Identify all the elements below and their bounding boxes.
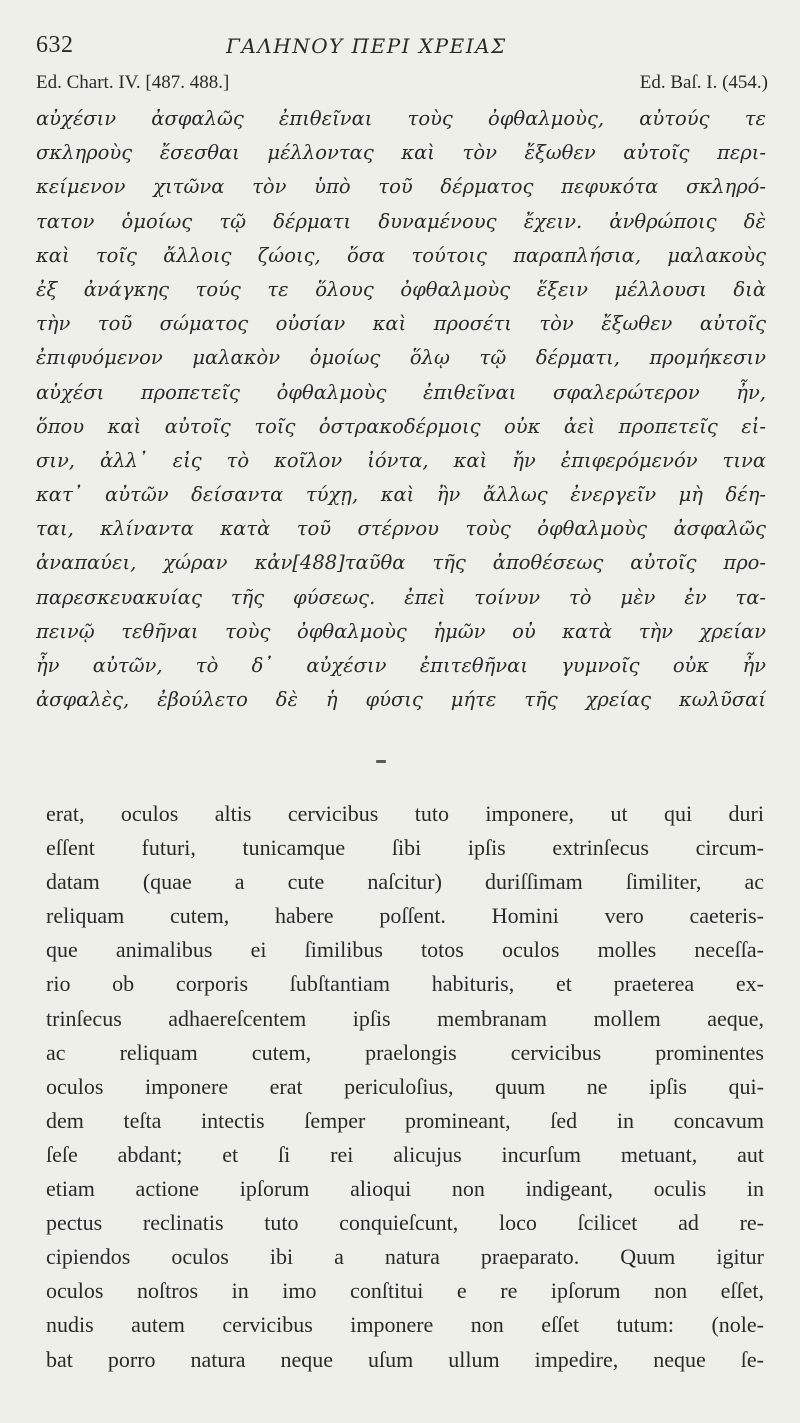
greek-line: ἐπιφυόμενον μαλακὸν ὁμοίως ὅλῳ τῷ δέρματι, προμήκεσιν bbox=[36, 346, 766, 370]
latin-line: que animalibus ei ſimilibus totos oculos molles neceſſa- bbox=[46, 937, 764, 963]
greek-line: ται, κλίναντα κατὰ τοῦ στέρνου τοὺς ὀφθαλμοὺς ἀσφαλῶς bbox=[36, 517, 766, 541]
latin-line: rio ob corporis ſubſtantiam habituris, et praeterea ex- bbox=[46, 971, 764, 997]
greek-line: καὶ τοῖς ἄλλοις ζώοις, ὅσα τούτοις παραπλήσια, μαλακοὺς bbox=[36, 243, 766, 267]
latin-line: trinſecus adhaereſcentem ipſis membranam mollem aeque, bbox=[46, 1005, 764, 1031]
latin-line: oculos imponere erat periculoſius, quum ne ipſis qui- bbox=[46, 1073, 764, 1099]
latin-line: dem teſta intectis ſemper promineant, ſed in concavum bbox=[46, 1107, 764, 1133]
latin-line: oculos noſtros in imo conſtitui e re ipſorum non eſſet, bbox=[46, 1278, 764, 1304]
latin-line: reliquam cutem, habere poſſent. Homini vero caeteris- bbox=[46, 903, 764, 929]
greek-line: τὴν τοῦ σώματος οὐσίαν καὶ προσέτι τὸν ἔξωθεν αὐτοῖς bbox=[36, 312, 766, 336]
section-divider bbox=[376, 760, 386, 763]
greek-line: τατον ὁμοίως τῷ δέρματι δυναμένους ἔχειν. ἀνθρώποις δὲ bbox=[36, 209, 766, 233]
latin-line: bat porro natura neque uſum ullum impedire, neque ſe- bbox=[46, 1346, 764, 1372]
page-header bbox=[36, 32, 766, 64]
greek-line: κείμενον χιτῶνα τὸν ὑπὸ τοῦ δέρματος πεφυκότα σκληρό- bbox=[36, 175, 766, 199]
greek-line: σκληροὺς ἔσεσθαι μέλλοντας καὶ τὸν ἔξωθεν αὐτοῖς περι- bbox=[36, 141, 766, 165]
greek-line: παρεσκευακυίας τῆς φύσεως. ἐπεὶ τοίνυν τὸ μὲν ἐν τα- bbox=[36, 585, 766, 609]
greek-text-block bbox=[36, 102, 766, 717]
greek-line: σιν, ἀλλ᾽ εἰς τὸ κοῖλον ἰόντα, καὶ ἤν ἐπιφερόμενόν τινα bbox=[36, 448, 766, 472]
greek-line: ἀναπαύει, χώραν κἀν[488]ταῦθα τῆς ἀποθέσεως αὐτοῖς προ- bbox=[36, 551, 766, 575]
greek-line: κατ᾽ αὐτῶν δείσαντα τύχῃ, καὶ ἢν ἄλλως ἐνεργεῖν μὴ δέη- bbox=[36, 483, 766, 507]
edition-reference-right: Ed. Baſ. I. (454.) bbox=[639, 72, 768, 93]
greek-line: αὐχέσιν ἀσφαλῶς ἐπιθεῖναι τοὺς ὀφθαλμοὺς, αὐτούς τε bbox=[36, 107, 766, 130]
greek-line: ὅπου καὶ αὐτοῖς τοῖς ὀστρακοδέρμοις οὐκ ἀεὶ προπετεῖς εἰ- bbox=[36, 414, 766, 438]
latin-line: erat, oculos altis cervicibus tuto imponere, ut qui duri bbox=[46, 801, 764, 826]
greek-line: ἐξ ἀνάγκης τούς τε ὅλους ὀφθαλμοὺς ἕξειν μέλλουσι διὰ bbox=[36, 277, 766, 301]
latin-line: ac reliquam cutem, praelongis cervicibus prominentes bbox=[46, 1039, 764, 1065]
latin-line: nudis autem cervicibus imponere non eſſet tutum: (nole- bbox=[46, 1312, 764, 1338]
edition-reference-left: Ed. Chart. IV. [487. 488.] bbox=[36, 72, 230, 93]
latin-line: datam (quae a cute naſcitur) duriſſimam ſimiliter, ac bbox=[46, 869, 764, 895]
greek-line: ἦν αὐτῶν, τὸ δ᾽ αὐχέσιν ἐπιτεθῆναι γυμνοῖς οὐκ ἦν bbox=[36, 654, 766, 677]
latin-text-block bbox=[46, 797, 764, 1377]
latin-line: ſeſe abdant; et ſi rei alicujus incurſum metuant, aut bbox=[46, 1141, 764, 1167]
latin-line: eſſent futuri, tunicamque ſibi ipſis extrinſecus circum- bbox=[46, 835, 764, 861]
running-title: ΓΑΛΗΝΟΥ ΠΕΡΙ ΧΡΕΙΑΣ bbox=[226, 34, 507, 58]
page-number: 632 bbox=[36, 32, 74, 58]
latin-line: pectus reclinatis tuto conquieſcunt, loco ſcilicet ad re- bbox=[46, 1210, 764, 1236]
edition-reference-line bbox=[36, 72, 768, 100]
greek-line: πεινῷ τεθῆναι τοὺς ὀφθαλμοὺς ἡμῶν οὐ κατὰ τὴν χρείαν bbox=[36, 619, 766, 643]
greek-line: ἀσφαλὲς, ἐβούλετο δὲ ἡ φύσις μήτε τῆς χρείας κωλῦσαί bbox=[36, 688, 766, 712]
latin-line: etiam actione ipſorum alioqui non indigeant, oculis in bbox=[46, 1176, 764, 1202]
latin-line: cipiendos oculos ibi a natura praeparato. Quum igitur bbox=[46, 1244, 764, 1270]
greek-line: αὐχέσι προπετεῖς ὀφθαλμοὺς ἐπιθεῖναι σφαλερώτερον ἦν, bbox=[36, 380, 766, 404]
